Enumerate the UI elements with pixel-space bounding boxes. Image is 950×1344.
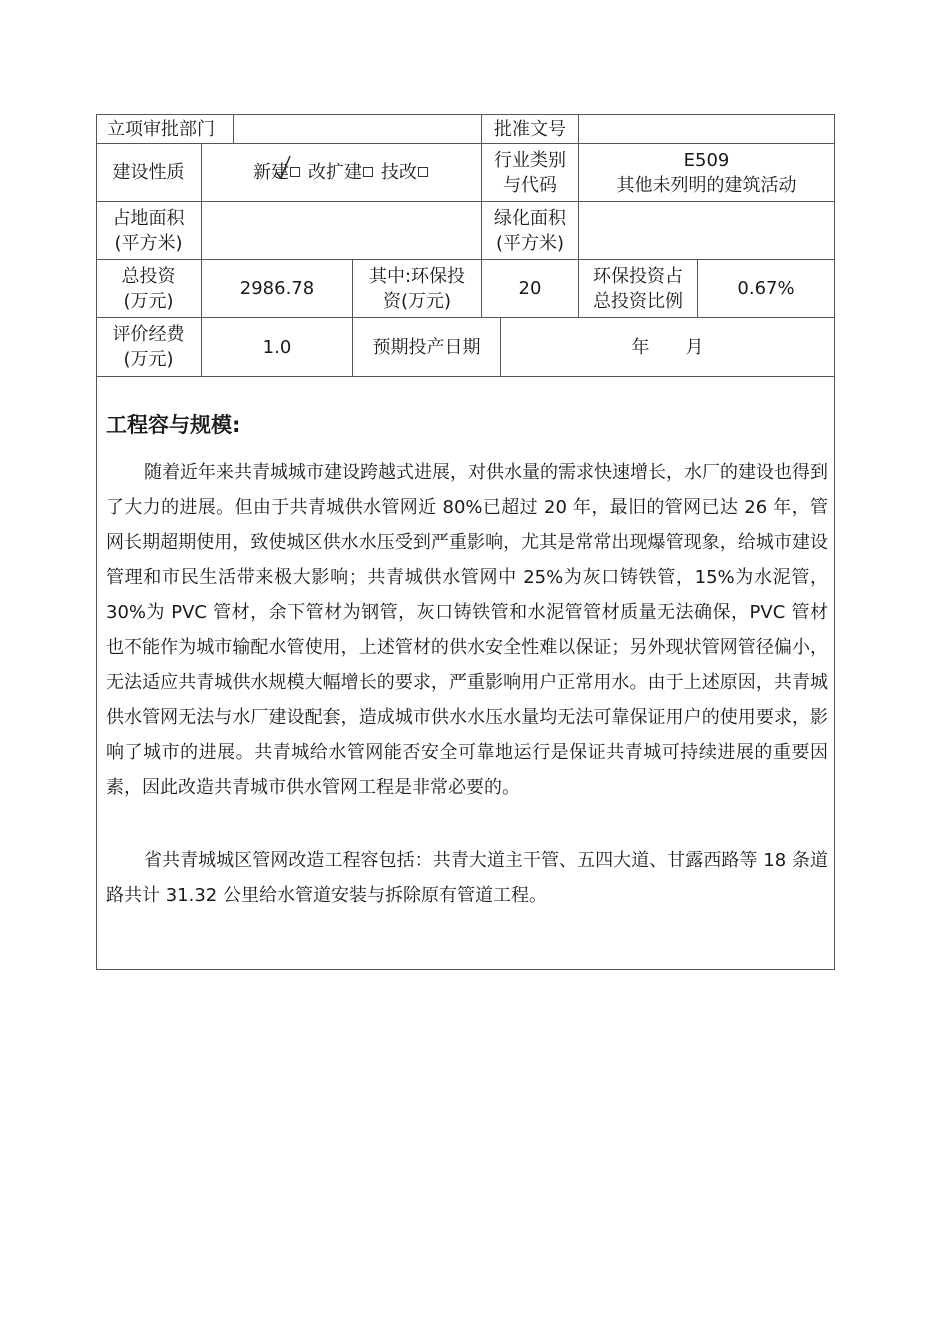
approval-doc-field[interactable]	[579, 115, 834, 143]
eval-fee-field[interactable]	[202, 318, 352, 376]
approval-doc-label-text: 批准文号	[494, 118, 566, 140]
body-paragraph-1: 随着近年来共青城城市建设跨越式进展，对供水量的需求快速增长，水厂的建设也得到了大力的进展。但由于共青城供水管网近 80%已超过 20 年，最旧的管网已达 26 年，管网长期超期使用，致使城区供水水压受到严重影响，尤其是常常出现爆管现象，给城市建设管理和市民生活带来极大影响；共青城供水管网中 25%为灰口铸铁管，15%为水泥管，30%为 PVC 管材，余下管材为钢管，灰口铸铁管和水泥管管材质量无法确保，PVC 管材也不能作为城市输配水管使用，上述管材的供水安全性难以保证；另外现状管网管径偏小，无法适应共青城供水规模大幅增长的要求，严重影响用户正常用水。由于上述原因，共青城供水管网无法与水厂建设配套，造成城市供水水压水量均无法可靠保证用户的使用要求，影响了城市的进展。共青城给水管网能否安全可靠地运行是保证共青城可持续进展的重要因素，因此改造共青城市供水管网工程是非常必要的。	[106, 462, 828, 798]
land-area-label-line1: 占地面积	[112, 207, 185, 229]
industry-code: E509	[683, 149, 730, 171]
env-ratio-label-line2: 总投资比例	[593, 290, 683, 312]
total-invest-label	[96, 260, 201, 317]
checkbox-icon[interactable]	[363, 167, 373, 177]
nature-options	[202, 144, 481, 201]
land-area-label	[96, 202, 201, 259]
row-divider	[96, 376, 835, 377]
green-area-label-line2: (平方米)	[495, 232, 565, 254]
total-invest-label-line1: 总投资	[121, 265, 176, 287]
industry-field[interactable]	[579, 144, 834, 201]
env-invest-label-line2: 资(万元)	[382, 290, 452, 312]
approval-doc-label	[482, 115, 578, 143]
green-area-field[interactable]	[579, 202, 834, 259]
env-ratio-field[interactable]	[698, 260, 834, 317]
eval-fee-value: 1.0	[262, 336, 292, 358]
expected-year: 年	[631, 336, 650, 358]
section-title: 工程容与规模:	[106, 413, 241, 437]
land-area-field[interactable]	[202, 202, 481, 259]
check-mark-icon	[274, 154, 292, 180]
total-invest-value: 2986.78	[239, 278, 315, 299]
approval-dept-field[interactable]	[234, 115, 481, 143]
industry-name: 其他未列明的建筑活动	[616, 174, 797, 196]
nature-label	[96, 144, 201, 201]
env-invest-field[interactable]	[482, 260, 578, 317]
env-invest-label-line1: 其中:环保投	[368, 265, 466, 287]
total-invest-label-line2: (万元)	[123, 290, 174, 312]
expected-date-label	[353, 318, 500, 376]
eval-fee-label-line1: 评价经费	[112, 324, 185, 345]
industry-label	[482, 144, 578, 201]
land-area-label-line2: (平方米)	[114, 232, 183, 254]
nature-option-tech-label: 技改	[381, 162, 417, 183]
body-paragraph-2: 省共青城城区管网改造工程容包括：共青大道主干管、五四大道、甘露西路等 18 条道路共计 31.32 公里给水管道安装与拆除原有管道工程。	[106, 850, 829, 906]
eval-fee-label	[96, 318, 201, 376]
approval-dept-label-text: 立项审批部门	[107, 118, 215, 140]
env-invest-label	[353, 260, 481, 317]
eval-fee-label-line2: (万元)	[123, 349, 174, 370]
checkbox-icon[interactable]	[418, 167, 428, 177]
approval-dept-label	[96, 115, 233, 143]
env-ratio-value: 0.67%	[737, 278, 795, 299]
env-ratio-label	[579, 260, 697, 317]
expected-month: 月	[685, 336, 704, 358]
nature-option-expand[interactable]	[308, 160, 375, 185]
green-area-label	[482, 202, 578, 259]
expected-date-field[interactable]	[501, 318, 834, 376]
expected-date-label-text: 预期投产日期	[372, 336, 481, 358]
industry-label-line2: 与代码	[503, 174, 557, 196]
total-invest-field[interactable]	[202, 260, 352, 317]
nature-option-expand-label: 改扩建	[308, 162, 362, 183]
nature-option-new-label: 新建	[253, 162, 289, 183]
env-invest-value: 20	[518, 278, 542, 299]
env-ratio-label-line1: 环保投资占	[593, 265, 683, 287]
nature-option-tech[interactable]	[381, 160, 430, 185]
industry-label-line1: 行业类别	[494, 149, 566, 171]
green-area-label-line1: 绿化面积	[494, 207, 566, 229]
nature-label-text: 建设性质	[112, 162, 185, 183]
